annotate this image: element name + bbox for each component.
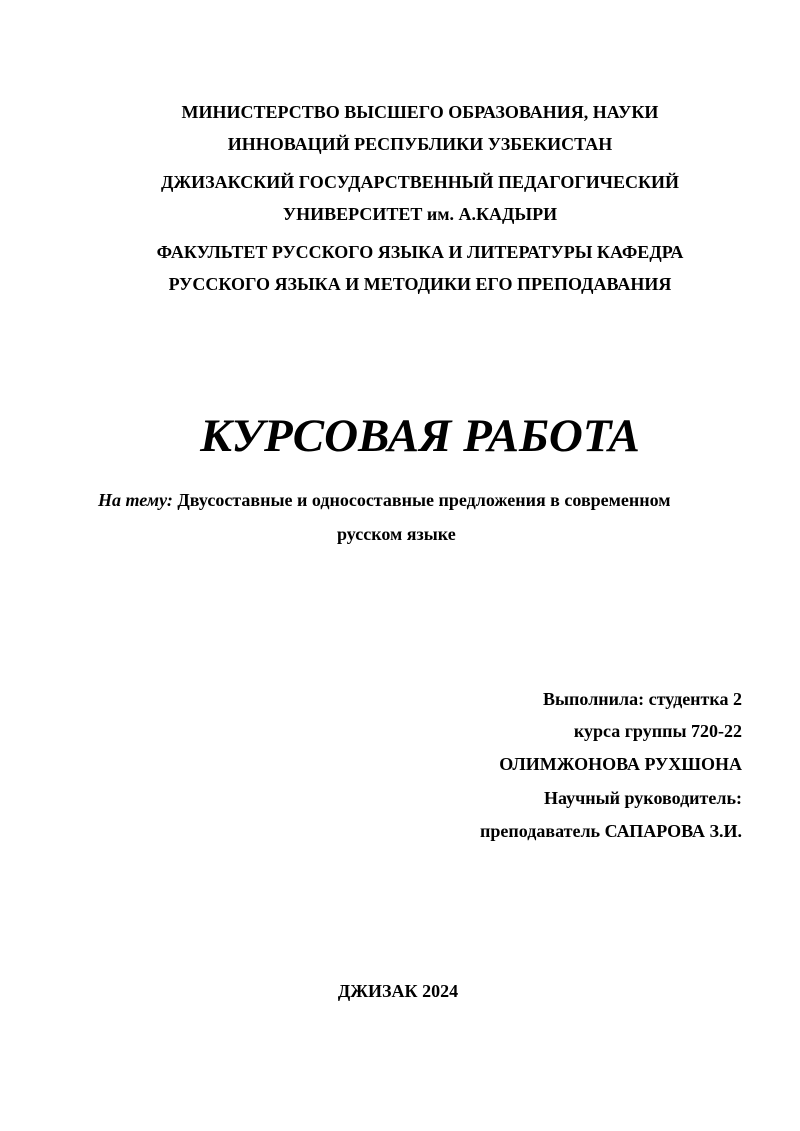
university-line-1: ДЖИЗАКСКИЙ ГОСУДАРСТВЕННЫЙ ПЕДАГОГИЧЕСКИЙ xyxy=(160,172,680,192)
supervisor-label: Научный руководитель: xyxy=(544,788,742,808)
author-line-1: Выполнила: студентка 2 xyxy=(543,689,742,709)
faculty-line-2: РУССКОГО ЯЗЫКА И МЕТОДИКИ ЕГО ПРЕПОДАВАНИЯ xyxy=(168,274,672,294)
ministry-line-1: МИНИСТЕРСТВО ВЫСШЕГО ОБРАЗОВАНИЯ, НАУКИ xyxy=(181,102,659,122)
supervisor-name: преподаватель САПАРОВА З.И. xyxy=(480,821,742,841)
university-line-2: УНИВЕРСИТЕТ им. А.КАДЫРИ xyxy=(282,204,558,224)
topic-text-1: Двусоставные и односоставные предложения в современном xyxy=(177,490,671,510)
topic-line-1 xyxy=(98,488,671,512)
faculty-line-1: ФАКУЛЬТЕТ РУССКОГО ЯЗЫКА И ЛИТЕРАТУРЫ КАФЕДРА xyxy=(156,242,684,262)
author-line-2: курса группы 720-22 xyxy=(573,721,742,741)
city-year: ДЖИЗАК 2024 xyxy=(337,981,459,1001)
topic-prefix: На тему: xyxy=(98,490,173,510)
topic-line-2: русском языке xyxy=(337,524,456,544)
document-title: КУРСОВАЯ РАБОТА xyxy=(200,410,640,462)
author-name: ОЛИМЖОНОВА РУХШОНА xyxy=(499,754,742,774)
ministry-line-2: ИННОВАЦИЙ РЕСПУБЛИКИ УЗБЕКИСТАН xyxy=(227,134,613,154)
